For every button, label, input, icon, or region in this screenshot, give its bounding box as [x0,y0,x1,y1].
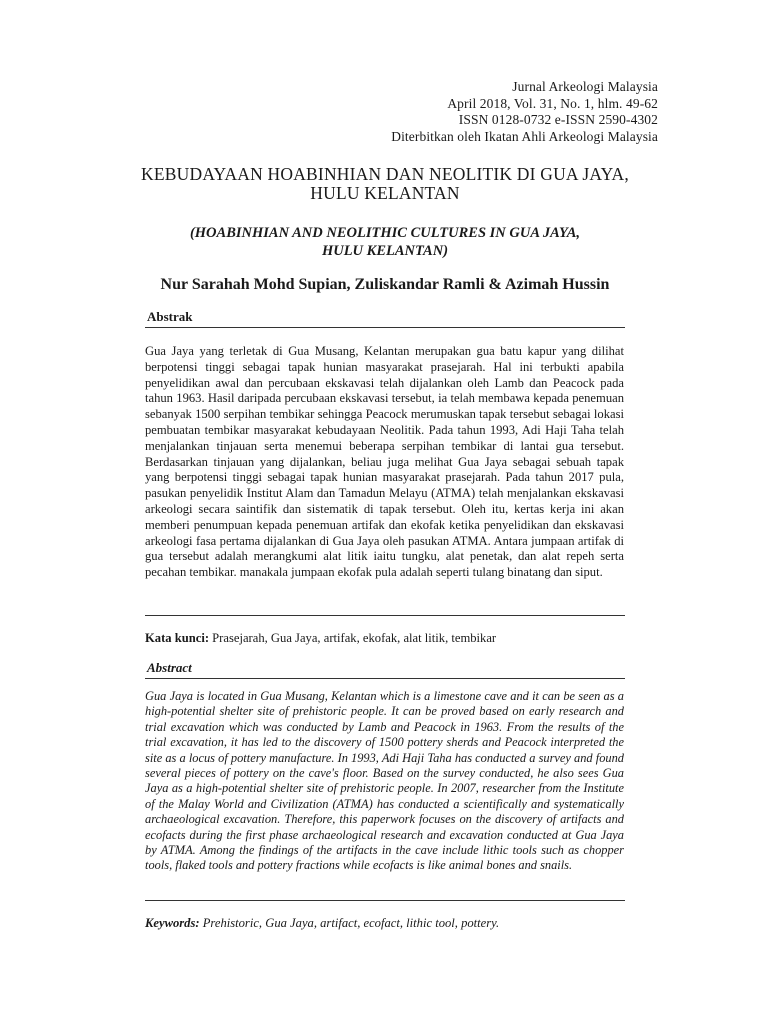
abstrak-bottom-rule [145,615,625,616]
abstrak-body: Gua Jaya yang terletak di Gua Musang, Kelantan merupakan gua batu kapur yang dilihat berpotensi tinggi sebagai tapak hunian masyarakat prasejarah. Hal ini terbukti apabila penyelidikan awal dan percubaan ekskavasi telah dijalankan oleh Lamb dan Peacock pada tahun 1963. Hasil daripada percubaan ekskavasi tersebut, ia telah membawa kepada penemuan sebanyak 1500 serpihan tembikar sehingga Peacock merumuskan tapak tersebut sebagai lokasi pembuatan tembikar masyarakat kebudayaan Neolitik. Pada tahun 1993, Adi Haji Taha telah menjalankan tinjauan serta menemui beberapa serpihan tembikar di lantai gua tersebut. Berdasarkan tinjauan yang dijalankan, beliau juga melihat Gua Jaya sebagai sebuah tapak yang berpotensi tinggi sebagai tapak hunian masyarakat prasejarah. Pada tahun 2017 pula, pasukan penyelidik Institut Alam dan Tamadun Melayu (ATMA) telah menjalankan ekskavasi arkeologi secara saintifik dan sistematik di tapak tersebut. Oleh itu, kertas kerja ini akan memberi penumpuan kepada penemuan artifak dan ekofak ketika penyelidikan dan ekskavasi arkeologi fasa pertama dijalankan di Gua Jaya oleh pasukan ATMA. Antara jumpaan artifak di gua tersebut adalah merangkumi alat litik iaitu tungku, alat penetak, dan alat repeh serta pecahan tembikar. manakala jumpaan ekofak pula adalah seperti tulang binatang dan siput. [145,344,624,580]
keywords [145,915,625,931]
abstract-heading: Abstract [147,660,192,675]
paper-title-line-1: KEBUDAYAAN HOABINHIAN DAN NEOLITIK DI GUA JAYA, [141,164,629,184]
kata-kunci-label: Kata kunci: [145,631,210,645]
abstrak-top-rule [145,327,625,328]
kata-kunci [145,630,625,646]
paper-subtitle-line-2: HULU KELANTAN) [321,243,449,259]
abstract-bottom-rule [145,900,625,901]
authors: Nur Sarahah Mohd Supian, Zuliskandar Ramli & Azimah Hussin [160,276,610,293]
paper-title-line-2: HULU KELANTAN [310,183,460,203]
keywords-label: Keywords: [145,916,200,930]
journal-publisher: Diterbitkan oleh Ikatan Ahli Arkeologi Malaysia [391,128,658,144]
paper-subtitle [100,224,670,260]
journal-name: Jurnal Arkeologi Malaysia [512,79,658,94]
kata-kunci-value: Prasejarah, Gua Jaya, artifak, ekofak, alat litik, tembikar [209,631,497,645]
journal-info [391,79,658,145]
paper-title [100,165,670,203]
abstract-body: Gua Jaya is located in Gua Musang, Kelantan which is a limestone cave and it can be seen as a high-potential shelter site of prehistoric people. It can be proved based on early research and trial excavation which was conducted by Lamb and Peacock in 1963. From the results of the trial excavation, it has led to the discovery of 1500 pottery sherds and Peacock interpreted the site as a locus of pottery manufacture. In 1993, Adi Haji Taha has conducted a survey and found several pieces of pottery on the cave's floor. Based on the survey conducted, he also sees Gua Jaya as a high-potential shelter site of prehistoric people. In 2007, researcher from the Institute of the Malay World and Civilization (ATMA) has conducted a scientifically and systematically archaeological excavation. Therefore, this paperwork focuses on the discovery of artifacts and ecofacts during the first phase archaeological research and excavation conducted at Gua Jaya by ATMA. Among the findings of the artifacts in the cave include lithic tools such as chopper tools, flaked tools and pottery fractions while ecofacts is like animal bones and snails. [145,689,624,873]
abstract-top-rule [145,678,625,679]
paper-subtitle-line-1: (HOABINHIAN AND NEOLITHIC CULTURES IN GUA JAYA, [189,225,581,241]
journal-issue: April 2018, Vol. 31, No. 1, hlm. 49-62 [447,95,658,111]
abstrak-heading: Abstrak [147,309,193,324]
keywords-value: Prehistoric, Gua Jaya, artifact, ecofact, lithic tool, pottery. [199,916,500,930]
journal-issn: ISSN 0128-0732 e-ISSN 2590-4302 [458,112,658,127]
